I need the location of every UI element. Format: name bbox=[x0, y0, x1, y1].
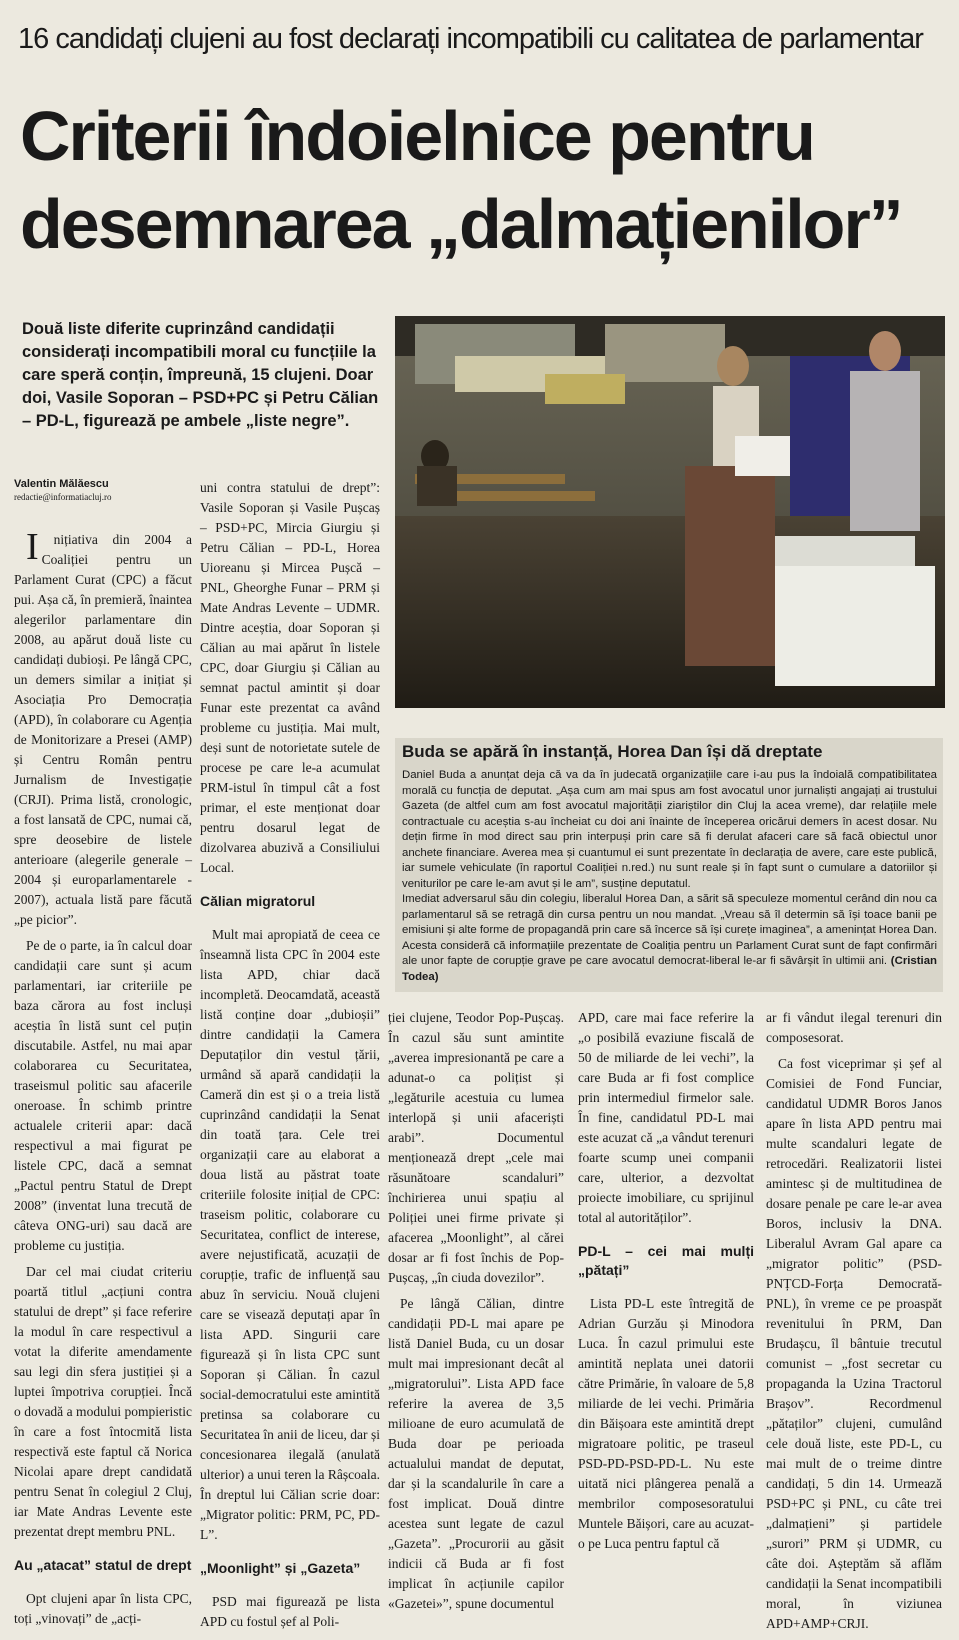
sidebar-signature: (Cristian Todea) bbox=[402, 955, 937, 983]
subheading: Călian migratorul bbox=[200, 893, 316, 909]
sidebar-body bbox=[402, 768, 937, 985]
subheading: Au „atacat” statul de drept bbox=[14, 1557, 192, 1573]
byline-author: Valentin Mălăescu bbox=[14, 478, 109, 490]
byline-email: redactie@informatiacluj.ro bbox=[14, 492, 112, 502]
kicker: 16 candidați clujeni au fost declarați incompatibili cu calitatea de parlamentar bbox=[18, 23, 923, 55]
article-column-4 bbox=[578, 1008, 754, 1560]
article-column-3 bbox=[388, 1008, 564, 1620]
paragraph: Daniel Buda a anunțat deja că va da în judecată organizațiile care i-au pus la îndoială compatibilitatea morală cu funcția de deputat. „Așa cum am mai spus am fost avocatul unor jurnaliști angajați ai trustului Gazeta (de altfel cum am fost avocatul majorității ziariștilor din Cluj la acea vreme), dar relațiile mele contractuale cu aceștia s-au încheiat cu doi ani înainte de începerea oricărui demers în acest dosar. Nu dețin firme în mod direct sau prin interpuși prin care să fi derulat afaceri care să facă obiectul unor anchete financiare. Averea mea și cuantumul ei sunt prezentate în declarația de avere, care este publică, iar sumele vehiculate (în raportul Coaliției n.red.) nu sunt reale și în fapt sunt o cumulare a datoriilor și veniturilor pe care le-am avut și le am”, susține deputatul. bbox=[402, 769, 937, 890]
article-column-5 bbox=[766, 1008, 942, 1640]
sidebar-title: Buda se apără în instanță, Horea Dan își dă dreptate bbox=[402, 742, 823, 761]
paragraph: uni contra statului de drept”: Vasile Soporan și Vasile Pușcaș – PSD+PC, Mircia Giurgiu și Petru Călian – PD-L, Horea Uioreanu și Mircea Pușcă – PNL, Gheorghe Funar – PRM și Mate Andras Levente – UDMR. Dintre aceștia, doar Soporan și Călian au mai apărut în listele CPC, doar Giurgiu și Călian au semnat pactul amintit și doar Funar este prezentat ca având probleme cu justiția. Mai mult, deși sunt de notorietate sutele de procese pe care le-a acumulat PRM-istul în timpul cât a fost primar, el este menționat doar pentru dosarul legat de dizolvarea abuzivă a Consiliului Local. bbox=[200, 480, 380, 875]
paragraph: ar fi vândut ilegal terenuri din composesorat. bbox=[766, 1010, 942, 1045]
polling-station-photo bbox=[395, 316, 945, 708]
article-photo bbox=[395, 316, 945, 708]
paragraph: PSD mai figurează pe lista APD cu fostul șef al Poli- bbox=[200, 1594, 380, 1629]
paragraph: Pe de o parte, ia în calcul doar candidații care sunt și acum parlamentari, iar criteriile pe baza cărora au fost incluși aceștia în listă sunt cel puțin discutabile. Astfel, nu mai apar colaborarea cu Securitatea, traseismul politic sau afacerile oneroase. În schimb printre actualele criterii apar: dacă respectivul a mai figurat pe listele CPC, dacă a semnat „Pactul pentru Statul de Drept 2008” (inventat luna trecută de câteva ONG-uri) sau dacă are probleme cu justiția. bbox=[14, 938, 192, 1253]
article-column-1 bbox=[14, 526, 192, 1635]
article-column-2 bbox=[200, 478, 380, 1638]
headline-line-1: Criterii îndoielnice pentru bbox=[20, 97, 814, 175]
paragraph: Pe lângă Călian, dintre candidații PD-L mai apare pe listă Daniel Buda, cu un dosar mult mai impresionant decât al „migratorului”. Lista APD face referire la averea de 3,5 milioane de euro acumulată de Buda doar pe perioada actualului mandat de deputat, dar și la scandalurile în care a fost implicat. Două dintre acestea sunt legate de cazul „Gazeta”. „Procurorii au găsit indicii că Buda ar fi fost implicat în acțiunile capilor «Gazetei»”, spune documentul bbox=[388, 1296, 564, 1611]
paragraph: ției clujene, Teodor Pop-Pușcaș. În cazul său sunt amintite „averea impresionantă pe care a adunat-o ca polițist și „legăturile acestuia cu lumea interlopă și unii afaceriști arabi”. Documentul menționează drept „cele mai răsunătoare scandaluri” închirierea unui spațiu al Poliției unei firme private și afacerea „Moonlight”, al cărei dosar ar fi fost închis de Pop-Pușcaș, „în ciuda dovezilor”. bbox=[388, 1010, 564, 1285]
paragraph: Lista PD-L este întregită de Adrian Gurzău și Minodora Luca. În cazul primului este amintită neplata unei datorii către Primărie, în valoare de 5,8 miliarde de lei vechi. Primăria din Băișoara este amintită drept migratoare politic, pe traseul PSD-PD-PSD-PD-L. Nu este uitată nici plângerea penală a membrilor composesoratului Muntele Băișori, care au acuzat-o pe Luca pentru faptul că bbox=[578, 1296, 754, 1551]
paragraph: Ca fost viceprimar și șef al Comisiei de Fond Funciar, candidatul UDMR Boros Janos apare în lista APD pentru mai multe scandaluri legate de retrocedări. Realizatorii listei amintesc și de multitudinea de dosare penale pe care le-ar avea Boros, inclusiv la DNA. Liberalul Avram Gal apare ca „migrator politic” (PSD-PNȚCD-Forța Democrată-PNL), în vreme ce pe proaspăt revenitului în PRM, Dan Brudașcu, îl bântuie trecutul comunist – „fost secretar cu propaganda la Uzina Tractorul Brașov”. Recordmenul „pătaților” clujeni, cumulând cele două liste, este PD-L, cu mai mult de o treime dintre candidați, 5 din 14. Urmează PSD+PC și PNL, cu câte trei „dalmațieni” și partidele „surori” PRM și UDMR, cu câte doi. Așteptăm să aflăm candidații la Senat incompatibili moral, în viziunea APD+AMP+CRJI. bbox=[766, 1056, 942, 1631]
paragraph: Opt clujeni apar în lista CPC, toți „vinovați” de „acți- bbox=[14, 1591, 192, 1626]
subheading: PD-L – cei mai mulți „pătați” bbox=[578, 1243, 754, 1278]
headline-line-2: desemnarea „dalmațienilor” bbox=[20, 185, 902, 263]
paragraph: Dar cel mai ciudat criteriu poartă titlul „acțiuni contra statului de drept” și face referire la modul în care respectivul a votat la diferite amendamente sau legi din sfera justiției și a luptei împotriva corupției. Încă o dovadă a modului pompieristic în care a fost întocmită lista respectivă este faptul că Norica Nicolai apare drept candidată pentru Senat în colegiul 2 Cluj, iar Mate Andras Levente este prezentat drept membru PNL. bbox=[14, 1264, 192, 1539]
paragraph: APD, care mai face referire la „o posibilă evaziune fiscală de 50 de miliarde de lei vechi”, la care Buda ar fi fost complice prin intermediul firmelor sale. În fine, candidatul PD-L mai este acuzat că „a vândut terenuri foarte scump unei companii care, ulterior, a dezvoltat proiecte imobiliare, cu sprijinul total al autorităților”. bbox=[578, 1010, 754, 1225]
paragraph: Mult mai apropiată de ceea ce înseamnă lista CPC în 2004 este lista APD, chiar dacă incompletă. Deocamdată, această listă conține doar „dubioșii” dintre candidații la Camera Deputaților din vestul țării, urmând să apară candidații la Cameră din est și o a treia listă cuprinzând candidații la Senat din toată țara. Cele trei organizații care au elaborat a doua listă au păstrat toate criteriile folosite inițial de CPC: traseism politic, colaborare cu Securitatea, conflict de interese, avere nejustificată, acuzații de corupție, trafic de influență sau abuz în serviciu. Nouă clujeni care se visează deputați apar în lista APD. Singurii care figurează și în lista CPC sunt Soporan și Călian. În cazul social-democratului este amintită pretinsa sa colaborare cu Securitatea în anii de liceu, dar și concesionarea ilegală (anulată ulterior) a unui teren la Râșcoala. În dreptul lui Călian scrie doar: „Migrator politic: PRM, PC, PD-L”. bbox=[200, 927, 380, 1542]
paragraph: Imediat adversarul său din colegiu, liberalul Horea Dan, a sărit să speculeze momentul cerând din nou ca parlamentarul să se retragă din cursa pentru un nou mandat. „Vreau să îl determin să își toace banii pe emisiuni și alte forme de propagandă prin care să încerce să își curețe imaginea”, a amenințat Horea Dan. Acesta consideră că informațiile prezentate de Coaliția pentru un Parlament Curat sunt de fapt confirmări ale unor fapte de corupție grave pe care avocatul democrat-liberal le-ar fi săvârșit în ultimii ani. (Cristian Todea) bbox=[402, 893, 938, 983]
subheading: „Moonlight” și „Gazeta” bbox=[200, 1560, 361, 1576]
paragraph: Inițiativa din 2004 a Coaliției pentru un Parlament Curat (CPC) a făcut pui. Așa că, în premieră, înaintea alegerilor parlamentare din 2008, au apărut două liste cu candidați dubioși. Pe lângă CPC, un demers similar a inițiat și Asociația Pro Democrația (APD), în colaborare cu Agenția de Monitorizare a Presei (AMP) și Centru Român pentru Jurnalism de Investigație (CRJI). Prima listă, cronologic, a fost lansată de CPC, numai că, spre deosebire de listele anterioare (alegerile generale – 2004 și europarlamentarele - 2007), actuala listă pare făcută „pe picior”. bbox=[14, 526, 192, 927]
lead-paragraph: Două liste diferite cuprinzând candidații considerați incompatibili moral cu funcțiile la care speră conțin, împreună, 15 clujeni. Doar doi, Vasile Soporan – PSD+PC și Petru Călian – PD-L, figurează pe ambele „liste negre”. bbox=[22, 320, 379, 430]
headline bbox=[20, 92, 945, 268]
